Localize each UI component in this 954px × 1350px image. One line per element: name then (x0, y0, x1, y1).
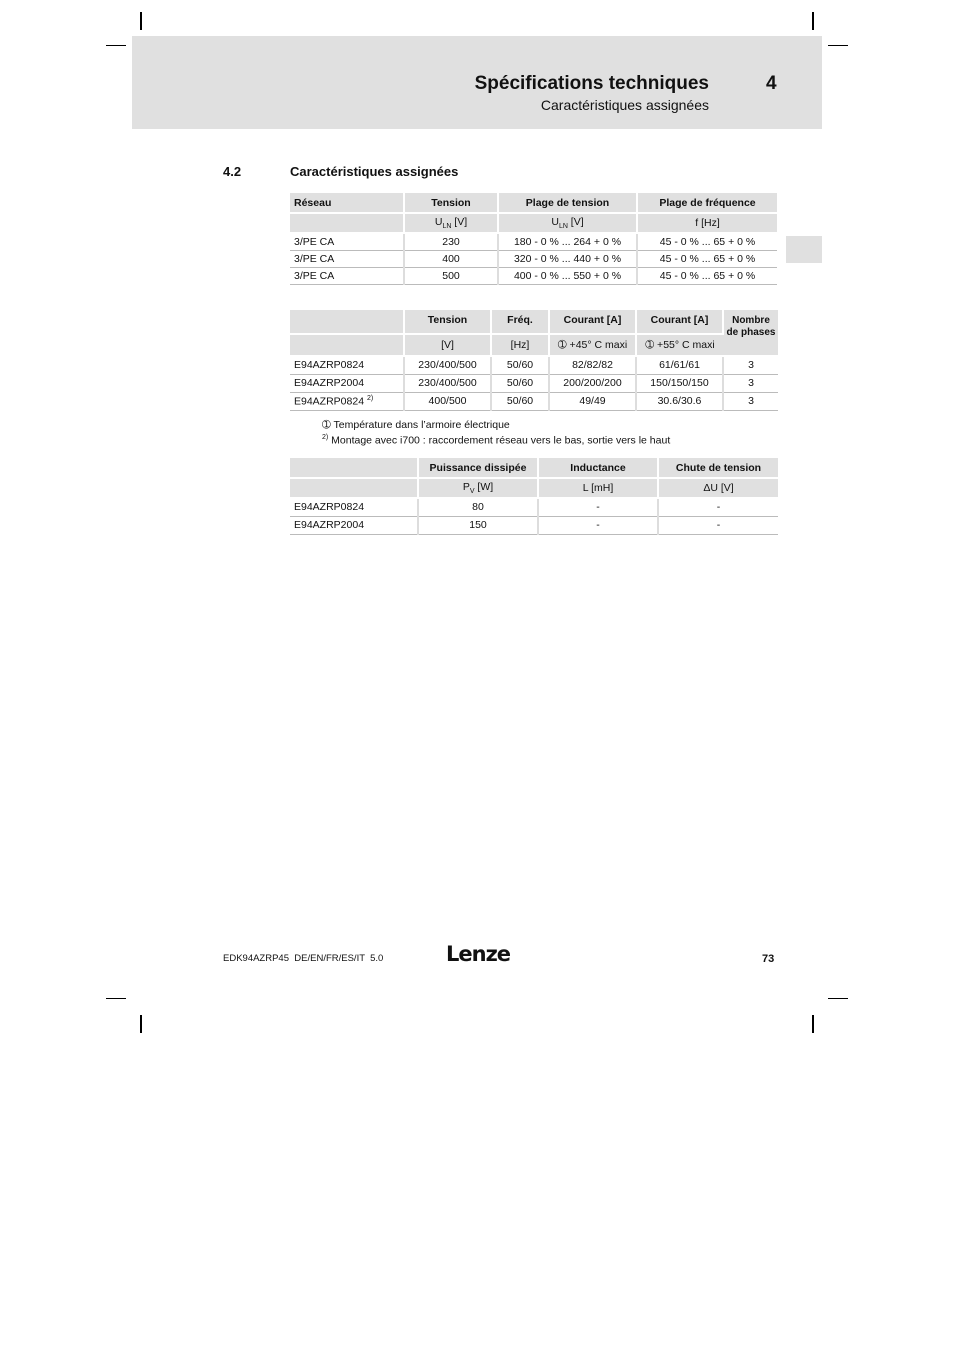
table-row: E94AZRP0824 80 - - (290, 498, 778, 516)
table-header: Chute de tension (658, 458, 778, 478)
lenze-logo: Lenze (446, 942, 511, 966)
table-header: Tension (404, 310, 491, 334)
chapter-tab-marker (786, 236, 822, 263)
table-row: E94AZRP0824 230/400/500 50/60 82/82/82 61/61/61 3 (290, 356, 778, 374)
crop-mark (828, 45, 848, 46)
table-header: Tension (404, 193, 498, 213)
table-header: Plage de tension (498, 193, 637, 213)
table-row: E94AZRP2004 230/400/500 50/60 200/200/200 150/150/150 3 (290, 374, 778, 392)
table-header: Courant [A] (636, 310, 723, 334)
chapter-subtitle: Caractéristiques assignées (540, 97, 709, 113)
chapter-number: 4 (766, 73, 777, 94)
table-unit: [Hz] (491, 334, 549, 356)
footnote-1: ➀ Température dans l’armoire électrique (322, 419, 510, 431)
table-unit (290, 213, 404, 233)
table-row: 3/PE CA 400 320 - 0 % ... 440 + 0 % 45 - 0 % ... 65 + 0 % (290, 251, 777, 268)
chapter-title: Spécifications techniques (474, 73, 709, 94)
table-unit (290, 334, 404, 356)
crop-mark (106, 998, 126, 999)
current-table (290, 310, 778, 411)
table-unit: $U_{LN}$ [V] (498, 213, 637, 233)
table-unit (290, 478, 418, 498)
section-title: Caractéristiques assignées (290, 164, 459, 179)
crop-mark (106, 45, 126, 46)
crop-mark (812, 1015, 814, 1033)
table-row: 3/PE CA 500 400 - 0 % ... 550 + 0 % 45 - 0 % ... 65 + 0 % (290, 268, 777, 285)
crop-mark (140, 1015, 142, 1033)
table-header: Puissance dissipée (418, 458, 538, 478)
table-unit: ➀ +45° C maxi (549, 334, 636, 356)
table-header: Nombre de phases (723, 310, 778, 356)
table-unit: $P_V$ [W] (418, 478, 538, 498)
table-unit: [V] (404, 334, 491, 356)
table-unit: ➀ +55° C maxi (636, 334, 723, 356)
footnote-2: $^{2)}$ Montage avec i700 : raccordement réseau vers le bas, sortie vers le haut (322, 434, 671, 447)
loss-table (290, 458, 778, 535)
table-header: Inductance (538, 458, 658, 478)
document-id: EDK94AZRP45 DE/EN/FR/ES/IT 5.0 (223, 953, 384, 964)
table-unit: L [mH] (538, 478, 658, 498)
table-header: Plage de fréquence (637, 193, 777, 213)
section-number: 4.2 (223, 164, 242, 179)
footnote-marker: 2) (366, 394, 374, 402)
table-header (290, 310, 404, 334)
table-header (290, 458, 418, 478)
table-header: Réseau (290, 193, 404, 213)
table-unit: $U_{LN}$ [V] (404, 213, 498, 233)
table-header: Courant [A] (549, 310, 636, 334)
crop-mark (828, 998, 848, 999)
table-row: E94AZRP0824 $^{2)}$ 400/500 50/60 49/49 30.6/30.6 3 (290, 392, 778, 410)
table-row: 3/PE CA 230 180 - 0 % ... 264 + 0 % 45 - 0 % ... 65 + 0 % (290, 233, 777, 251)
table-unit: f [Hz] (637, 213, 777, 233)
table-header: Fréq. (491, 310, 549, 334)
table-unit: ΔU [V] (658, 478, 778, 498)
table-row: E94AZRP2004 150 - - (290, 516, 778, 534)
crop-mark (140, 12, 142, 30)
crop-mark (812, 12, 814, 30)
mains-table (290, 193, 777, 285)
page-number: 73 (762, 953, 775, 965)
